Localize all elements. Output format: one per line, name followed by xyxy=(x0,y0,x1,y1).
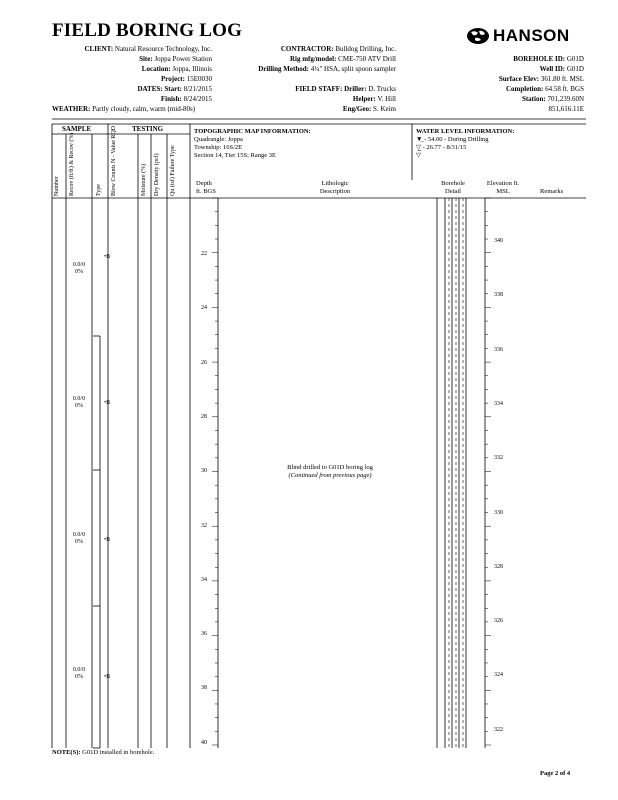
depth-tick-label: 36 xyxy=(201,631,207,638)
sample-heading: SAMPLE xyxy=(62,125,92,133)
depth-tick-label: 24 xyxy=(201,305,207,312)
sample-recovery: 0.0/0 0% xyxy=(72,262,86,275)
globe-logo-icon xyxy=(466,27,490,45)
elevation-tick-label: 338 xyxy=(494,292,503,299)
borehole-value: G01D xyxy=(566,55,584,63)
sample-recovery: 0.0/0 0% xyxy=(72,396,86,409)
project-value: 15E0030 xyxy=(186,75,212,83)
depth-tick-label: 34 xyxy=(201,576,207,583)
page-number: Page 2 of 4 xyxy=(540,770,571,777)
svg-text:•B: •B xyxy=(104,537,111,543)
sample-recovery: 0.0/0 0% xyxy=(72,667,86,680)
col-qu: Qu (tsf) Failure Type xyxy=(170,145,176,196)
depth-tick-label: 38 xyxy=(201,685,207,692)
station-value: 701,239.60N xyxy=(547,95,584,103)
depth-tick-label: 22 xyxy=(201,251,207,257)
depth-tick-label: 40 xyxy=(201,739,207,746)
elevation-tick-label: 324 xyxy=(494,672,503,679)
water-symbol-icon: ▽̲ xyxy=(416,144,421,151)
svg-text:•B: •B xyxy=(104,254,111,260)
depth-tick-label: 26 xyxy=(201,359,207,366)
driller-value: D. Trucks xyxy=(368,85,396,93)
svg-text:•B: •B xyxy=(104,400,111,406)
section-value: Section 14, Tier 15S; Range 3E xyxy=(194,152,276,159)
finish-value: 8/24/2015 xyxy=(183,95,212,103)
col-remarks: Remarks xyxy=(540,188,564,195)
svg-text:•B: •B xyxy=(104,674,111,680)
eng-value: S. Keim xyxy=(373,105,396,113)
client-value: Natural Resource Technology, Inc. xyxy=(114,45,212,53)
elevation-tick-label: 328 xyxy=(494,563,503,570)
drilling-value: 4¼" HSA, split spoon sampler xyxy=(310,65,396,73)
completion-value: 64.58 ft. BGS xyxy=(545,85,584,93)
header-left: CLIENT: Natural Resource Technology, Inc. Site: Joppa Power Station Location: Joppa, Illinois Project: 15E0030 DATES: Start: 8/21/2015 Finish: 8/24/2015 xyxy=(84,45,212,103)
elevation-tick-label: 330 xyxy=(494,509,503,516)
weather-value: Partly cloudy, calm, warm (mid-80s) xyxy=(92,105,196,113)
water-symbol-icon: ▽ xyxy=(416,152,421,159)
col-depth: Depth ft. BGS xyxy=(196,180,216,195)
elevation-tick-label: 336 xyxy=(494,346,503,353)
elevation-tick-label: 332 xyxy=(494,455,503,462)
col-number: Number xyxy=(54,176,60,196)
elevation-tick-label: 340 xyxy=(494,238,503,244)
col-lithologic: Lithologic Description xyxy=(319,180,351,195)
start-value: 8/21/2015 xyxy=(183,85,212,93)
topo-info: TOPOGRAPHIC MAP INFORMATION: Quadrangle: Joppa Township: 16S/2E Section 14, Tier 15S; Range 3E xyxy=(194,128,311,159)
testing-heading: TESTING xyxy=(132,125,164,133)
weather-row: WEATHER: Partly cloudy, calm, warm (mid-80s) xyxy=(52,105,196,113)
surface-value: 361.80 ft. MSL xyxy=(540,75,584,83)
notes: NOTE(S): G01D installed in borehole. xyxy=(52,749,155,756)
depth-tick-label: 30 xyxy=(201,468,207,475)
col-blow: Blow Counts N - Value RQD xyxy=(111,125,117,196)
water-symbol-icon: ▼̲ xyxy=(416,136,423,143)
quadrangle-value: Joppa xyxy=(227,136,243,143)
site-value: Joppa Power Station xyxy=(154,55,212,63)
depth-tick-label: 32 xyxy=(201,522,207,529)
header-right: BOREHOLE ID: G01D Well ID: G01D Surface Elev: 361.80 ft. MSL Completion: 64.58 ft. BGS Station: 701,239.60N 851,616.11E xyxy=(498,55,584,113)
location-value: Joppa, Illinois xyxy=(172,65,212,73)
col-type: Type xyxy=(96,184,102,196)
hanson-logo: HANSON xyxy=(466,26,570,46)
col-moisture: Moisture (%) xyxy=(141,163,147,196)
township-value: 16S/2E xyxy=(222,144,243,151)
page-title: FIELD BORING LOG xyxy=(52,20,243,41)
depth-tick-label: 28 xyxy=(201,413,207,420)
col-elevation: Elevation ft. MSL xyxy=(486,180,520,195)
elevation-tick-label: 322 xyxy=(494,726,503,733)
elevation-tick-label: 334 xyxy=(494,400,503,407)
col-dry-density: Dry Density (pcf) xyxy=(154,153,160,196)
well-value: G01D xyxy=(566,65,584,73)
description-text: Blind drilled to G01D boring log (Continued from previous page) xyxy=(287,464,373,479)
station2-value: 851,616.11E xyxy=(548,105,584,113)
col-recovery: Recov (ft/ft) & Recov (%) xyxy=(69,132,75,196)
water-info: WATER LEVEL INFORMATION: ▼̲ - 54.00 - During Drilling ▽̲ - 26.77 - 8/31/15 ▽ xyxy=(416,128,515,159)
contractor-value: Bulldog Drilling, Inc. xyxy=(335,45,396,53)
sample-recovery: 0.0/0 0% xyxy=(72,532,86,545)
rig-value: CME-750 ATV Drill xyxy=(338,55,396,63)
header-middle: CONTRACTOR: Bulldog Drilling, Inc. Rig mfg/model: CME-750 ATV Drill Drilling Method: 4¼" HSA, split spoon sampler FIELD STAFF: Driller: D. Trucks Helper: V. Hill Eng/Geo: S. Keim xyxy=(258,45,396,113)
col-borehole: Borehole Detail xyxy=(441,180,465,195)
helper-value: V. Hill xyxy=(377,95,396,103)
elevation-tick-label: 326 xyxy=(494,618,503,625)
